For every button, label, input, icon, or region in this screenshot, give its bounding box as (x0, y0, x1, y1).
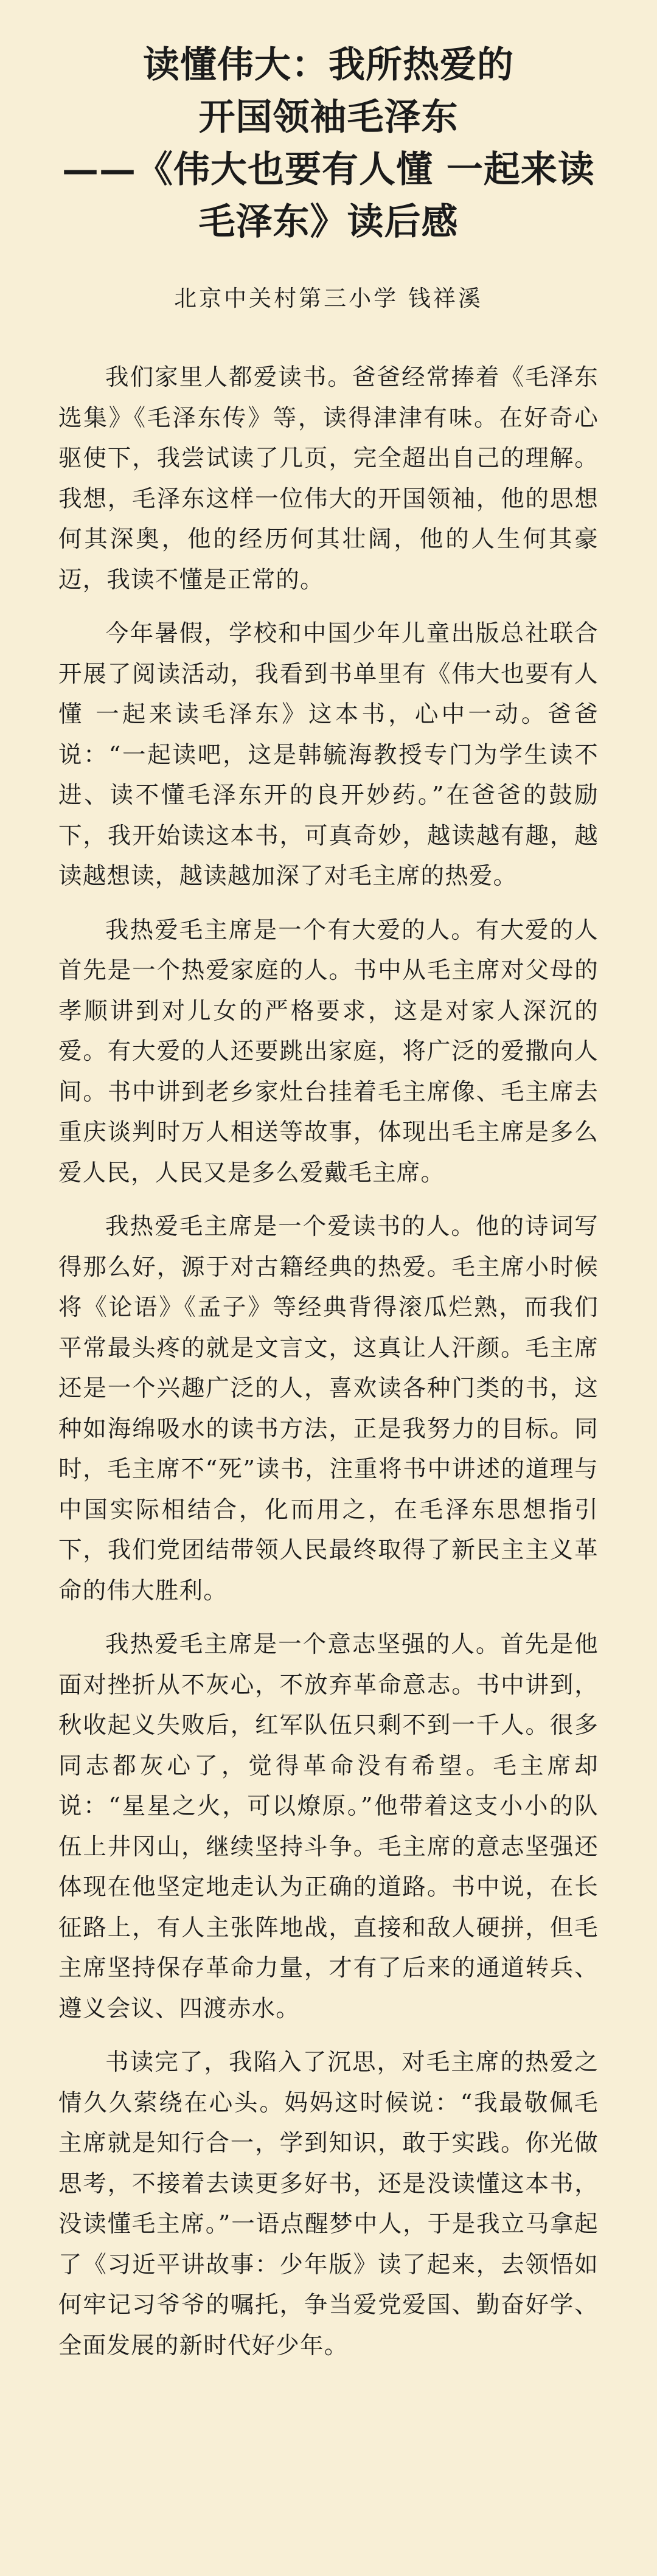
title-line: 读懂伟大：我所热爱的 (143, 44, 514, 86)
title-line: 开国领袖毛泽东 (198, 96, 459, 139)
paragraph: 我热爱毛主席是一个意志坚强的人。首先是他面对挫折从不灰心，不放弃革命意志。书中讲到，秋收起义失败后，红军队伍只剩不到一千人。很多同志都灰心了，觉得革命没有希望。毛主席却说：“星星之火，可以燎原。”他带着这支小小的队伍上井冈山，继续坚持斗争。毛主席的意志坚强还体现在他坚定地走认为正确的道路。书中说，在长征路上，有人主张阵地战，直接和敌人硬拼，但毛主席坚持保存革命力量，才有了后来的通道转兵、遵义会议、四渡赤水。 (58, 1631, 599, 2022)
title-line: ——《伟大也要有人懂 一起来读 (62, 148, 595, 191)
paragraph: 我热爱毛主席是一个有大爱的人。有大爱的人首先是一个热爱家庭的人。书中从毛主席对父母的孝顺讲到对儿女的严格要求，这是对家人深沉的爱。有大爱的人还要跳出家庭，将广泛的爱撒向人间。书中讲到老乡家灶台挂着毛主席像、毛主席去重庆谈判时万人相送等故事，体现出毛主席是多么爱人民，人民又是多么爱戴毛主席。 (58, 916, 599, 1187)
author-byline: 北京中关村第三小学 钱祥溪 (174, 285, 483, 311)
paragraph: 书读完了，我陷入了沉思，对毛主席的热爱之情久久萦绕在心头。妈妈这时候说：“我最敬佩毛主席就是知行合一，学到知识，敢于实践。你光做思考，不接着去读更多好书，还是没读懂这本书，没读懂毛主席。”一语点醒梦中人，于是我立马拿起了《习近平讲故事：少年版》读了起来，去领悟如何牢记习爷爷的嘱托，争当爱党爱国、勤奋好学、全面发展的新时代好少年。 (58, 2049, 599, 2359)
article-title (58, 39, 599, 248)
paragraph: 今年暑假，学校和中国少年儿童出版总社联合开展了阅读活动，我看到书单里有《伟大也要有人懂 一起来读毛泽东》这本书，心中一动。爸爸说：“一起读吧，这是韩毓海教授专门为学生读不进、读不懂毛泽东开的良开妙药。”在爸爸的鼓励下，我开始读这本书，可真奇妙，越读越有趣，越读越想读，越读越加深了对毛主席的热爱。 (58, 620, 599, 890)
paragraph: 我们家里人都爱读书。爸爸经常捧着《毛泽东选集》《毛泽东传》等，读得津津有味。在好奇心驱使下，我尝试读了几页，完全超出自己的理解。我想，毛泽东这样一位伟大的开国领袖，他的思想何其深奥，他的经历何其壮阔，他的人生何其豪迈，我读不懂是正常的。 (58, 364, 599, 594)
title-line: 毛泽东》读后感 (198, 201, 459, 243)
paragraph: 我热爱毛主席是一个爱读书的人。他的诗词写得那么好，源于对古籍经典的热爱。毛主席小时候将《论语》《孟子》等经典背得滚瓜烂熟，而我们平常最头疼的就是文言文，这真让人汗颜。毛主席还是一个兴趣广泛的人，喜欢读各种门类的书，这种如海绵吸水的读书方法，正是我努力的目标。同时，毛主席不“死”读书，注重将书中讲述的道理与中国实际相结合，化而用之，在毛泽东思想指引下，我们党团结带领人民最终取得了新民主主义革命的伟大胜利。 (58, 1213, 599, 1605)
article-body (58, 358, 599, 2366)
